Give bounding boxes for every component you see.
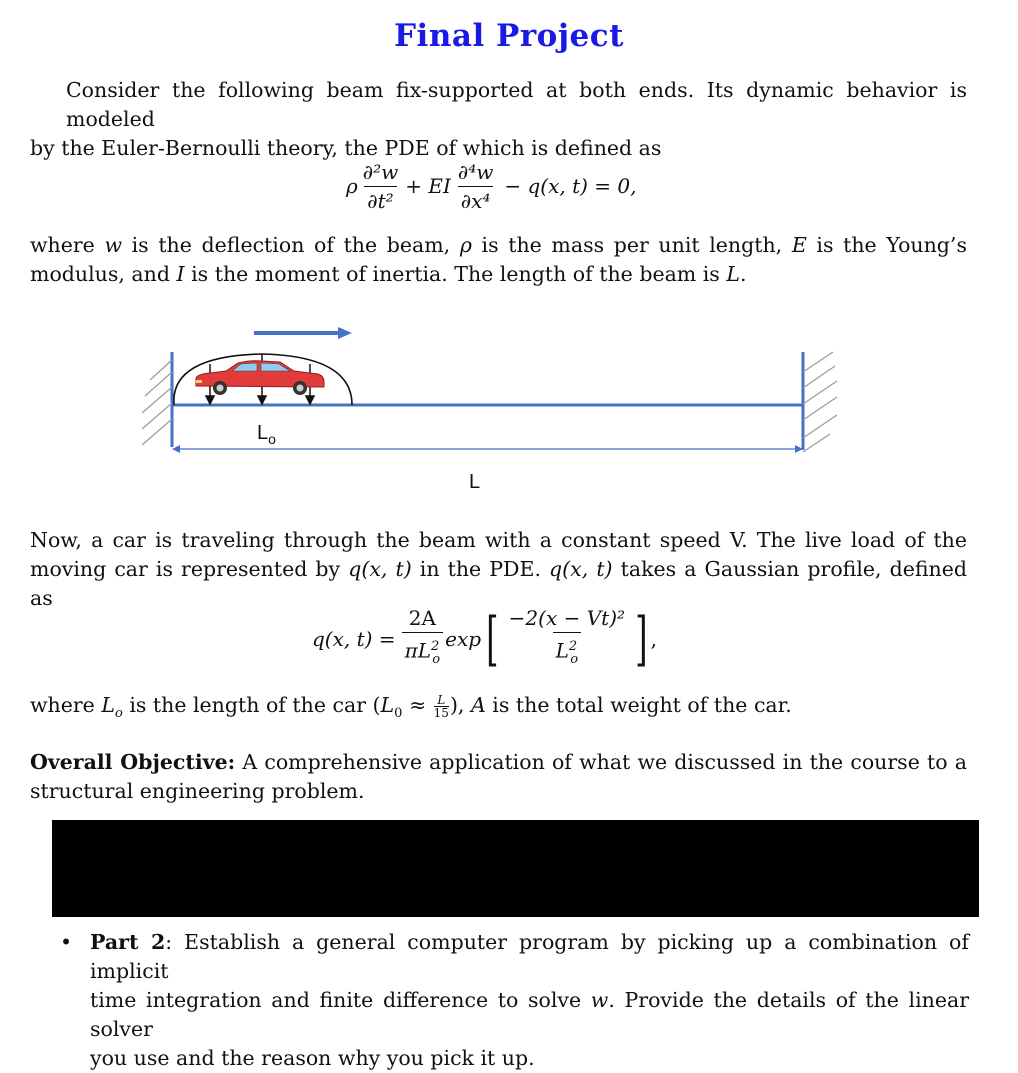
pde-num-1: ∂²w — [362, 159, 399, 184]
where2-text-b: is the length of the car ( — [122, 693, 381, 717]
objective-text-1: A comprehensive application of what we discussed in the course to a — [235, 750, 967, 774]
length-dimension-line — [172, 445, 803, 453]
part2-text-a: : Establish a general computer program by picking up a combination of implicit — [90, 930, 969, 983]
right-wall-support — [803, 352, 837, 452]
intro-paragraph — [30, 76, 967, 163]
page-title: Final Project — [394, 18, 624, 54]
where1-text-b: is the deflection of the beam, — [122, 233, 460, 257]
pde-plus-ei: + EI — [405, 174, 451, 198]
where2-fraction — [434, 694, 449, 719]
pde-equation — [346, 153, 636, 219]
gauss-inner-num: −2(x − Vt)² — [508, 606, 626, 631]
pde-fraction-time — [360, 160, 401, 213]
car-paragraph — [30, 526, 967, 613]
part2-w: w — [590, 988, 609, 1012]
where2-A: A — [470, 693, 486, 717]
intro-line-1: Consider the following beam fix-supported at both ends. Its dynamic behavior is modeled — [66, 78, 967, 131]
objective-line-2: structural engineering problem. — [30, 779, 365, 803]
part2-line-3: you use and the reason why you pick it up. — [90, 1046, 535, 1070]
part2-line-1 — [90, 928, 969, 986]
car-q2: q(x, t) — [549, 557, 613, 581]
lo-label: $L_o$ — [257, 422, 276, 447]
car-line-1: Now, a car is traveling through the beam with a constant speed V. The live load of the — [30, 528, 967, 552]
where2-Lo: L — [101, 693, 115, 717]
where1-text-d: is the Young’s — [806, 233, 967, 257]
car-text-c: takes a Gaussian profile, defined as — [30, 557, 968, 610]
where2-Lo-sub: o — [114, 706, 123, 722]
where1-text-g: . — [739, 262, 747, 286]
objective-label: Overall Objective: — [30, 750, 236, 774]
gauss-exp: exp — [445, 627, 482, 651]
gauss-inner-den: $L^2_o$ — [553, 632, 581, 672]
gauss-num: 2A — [408, 606, 436, 631]
where2-text-a: where — [30, 693, 102, 717]
gaussian-equation — [312, 604, 657, 674]
bullet-marker: • — [60, 930, 73, 954]
left-wall-support — [142, 352, 172, 447]
where2-L0-sub: 0 — [394, 706, 403, 722]
where2-text-c: ), — [449, 693, 471, 717]
pde-rest: − q(x, t) = 0, — [504, 174, 637, 198]
right-bracket: ] — [635, 605, 648, 673]
where2-frac-den: 15 — [433, 706, 449, 720]
car-q1: q(x, t) — [348, 557, 412, 581]
where1-line-1 — [30, 231, 967, 260]
part2-label: Part 2 — [90, 930, 166, 954]
pde-rho: ρ — [346, 174, 358, 198]
direction-arrow — [254, 327, 352, 339]
pde-den-1: ∂t² — [364, 186, 396, 213]
intro-line-2: by the Euler-Bernoulli theory, the PDE of which is defined as — [30, 136, 662, 160]
part2-line-2 — [90, 986, 969, 1044]
redacted-block — [52, 820, 979, 917]
l-label: L — [469, 471, 481, 493]
where-paragraph-2 — [30, 691, 967, 728]
where1-w: w — [104, 233, 122, 257]
where1-L: L — [726, 262, 740, 286]
beam-figure — [0, 300, 1018, 500]
part2-list-item — [54, 928, 969, 1073]
where1-E: E — [791, 233, 807, 257]
where2-frac-num: L — [437, 693, 446, 707]
part2-text-b: time integration and finite difference to solve — [90, 988, 591, 1012]
where1-text-f: is the moment of inertia. The length of the beam is — [184, 262, 727, 286]
pde-den-2: ∂x⁴ — [458, 186, 494, 213]
where1-text-e: modulus, and — [30, 262, 177, 286]
left-bracket: [ — [486, 605, 499, 673]
where1-line-2 — [30, 260, 967, 289]
objective-paragraph — [30, 748, 967, 806]
pde-num-2: ∂⁴w — [457, 159, 494, 184]
gauss-coefficient — [402, 606, 444, 672]
objective-line-1 — [30, 748, 967, 777]
gauss-lhs: q(x, t) = — [312, 627, 396, 651]
pde-fraction-space — [455, 160, 496, 213]
gauss-exponent — [506, 606, 628, 672]
where1-text-c: is the mass per unit length, — [471, 233, 792, 257]
part2-text — [90, 928, 969, 1073]
gauss-tail: , — [650, 627, 658, 651]
where1-I: I — [176, 262, 185, 286]
where2-L0: L — [380, 693, 395, 717]
car-icon — [196, 361, 324, 395]
where2-text-d: is the total weight of the car. — [485, 693, 792, 717]
car-text-a: moving car is represented by — [30, 557, 349, 581]
gauss-den: $\pi L^2_o$ — [402, 632, 444, 672]
where1-rho: ρ — [459, 233, 472, 257]
part2-text-c: . Provide the details of the linear solver — [90, 988, 969, 1041]
where1-text-a: where — [30, 233, 105, 257]
where2-approx: ≈ — [402, 693, 433, 717]
where-paragraph-1 — [30, 231, 967, 289]
car-text-b: in the PDE. — [411, 557, 550, 581]
